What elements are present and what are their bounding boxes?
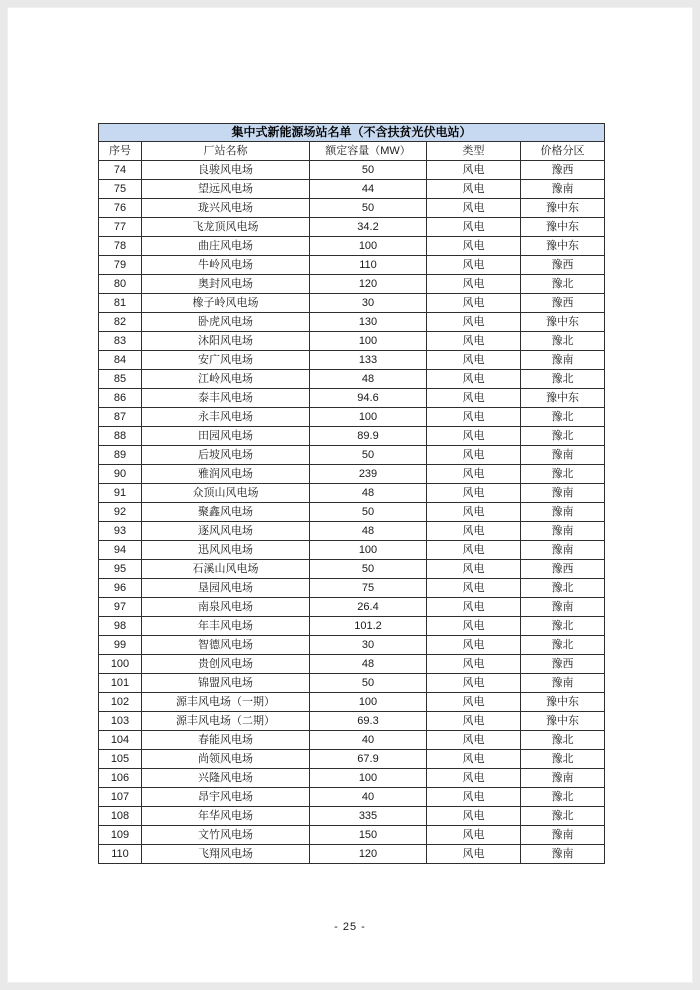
column-header-capacity: 额定容量（MW） — [310, 142, 427, 161]
cell-station-name: 源丰风电场（一期） — [142, 693, 310, 712]
table-body — [99, 161, 605, 864]
cell-price-zone: 豫中东 — [521, 693, 605, 712]
table-row — [99, 769, 605, 788]
table-row — [99, 237, 605, 256]
column-header-index: 序号 — [99, 142, 142, 161]
cell-capacity: 40 — [310, 788, 427, 807]
cell-index: 92 — [99, 503, 142, 522]
column-header-type: 类型 — [427, 142, 521, 161]
cell-index: 78 — [99, 237, 142, 256]
cell-capacity: 130 — [310, 313, 427, 332]
table-row — [99, 351, 605, 370]
cell-capacity: 69.3 — [310, 712, 427, 731]
cell-price-zone: 豫南 — [521, 674, 605, 693]
table-row — [99, 218, 605, 237]
cell-station-name: 泰丰风电场 — [142, 389, 310, 408]
table-header-row — [99, 142, 605, 161]
cell-station-name: 飞翔风电场 — [142, 845, 310, 864]
page-number: - 25 - — [334, 921, 366, 933]
cell-index: 107 — [99, 788, 142, 807]
table-row — [99, 256, 605, 275]
table-title-row — [99, 124, 605, 142]
table-row — [99, 731, 605, 750]
cell-station-name: 垦园风电场 — [142, 579, 310, 598]
table-row — [99, 389, 605, 408]
cell-type: 风电 — [427, 522, 521, 541]
cell-station-name: 曲庄风电场 — [142, 237, 310, 256]
table-row — [99, 427, 605, 446]
cell-capacity: 100 — [310, 541, 427, 560]
cell-index: 101 — [99, 674, 142, 693]
cell-price-zone: 豫南 — [521, 351, 605, 370]
cell-station-name: 安广风电场 — [142, 351, 310, 370]
cell-index: 94 — [99, 541, 142, 560]
cell-capacity: 48 — [310, 370, 427, 389]
table-row — [99, 826, 605, 845]
cell-station-name: 永丰风电场 — [142, 408, 310, 427]
cell-capacity: 40 — [310, 731, 427, 750]
cell-index: 99 — [99, 636, 142, 655]
table-row — [99, 845, 605, 864]
cell-station-name: 迅风风电场 — [142, 541, 310, 560]
cell-station-name: 年华风电场 — [142, 807, 310, 826]
table-row — [99, 655, 605, 674]
cell-capacity: 26.4 — [310, 598, 427, 617]
table-row — [99, 560, 605, 579]
cell-station-name: 奥封风电场 — [142, 275, 310, 294]
cell-capacity: 44 — [310, 180, 427, 199]
cell-station-name: 石溪山风电场 — [142, 560, 310, 579]
cell-capacity: 30 — [310, 294, 427, 313]
cell-price-zone: 豫北 — [521, 636, 605, 655]
cell-index: 106 — [99, 769, 142, 788]
cell-index: 88 — [99, 427, 142, 446]
cell-station-name: 飞龙顶风电场 — [142, 218, 310, 237]
cell-station-name: 江岭风电场 — [142, 370, 310, 389]
cell-capacity: 150 — [310, 826, 427, 845]
table-row — [99, 522, 605, 541]
cell-price-zone: 豫南 — [521, 484, 605, 503]
cell-index: 93 — [99, 522, 142, 541]
cell-capacity: 101.2 — [310, 617, 427, 636]
cell-price-zone: 豫北 — [521, 275, 605, 294]
cell-type: 风电 — [427, 769, 521, 788]
cell-capacity: 100 — [310, 693, 427, 712]
cell-type: 风电 — [427, 826, 521, 845]
cell-capacity: 239 — [310, 465, 427, 484]
table-row — [99, 541, 605, 560]
table-row — [99, 674, 605, 693]
cell-price-zone: 豫北 — [521, 370, 605, 389]
cell-capacity: 50 — [310, 560, 427, 579]
table-title: 集中式新能源场站名单（不含扶贫光伏电站） — [99, 124, 605, 142]
cell-station-name: 南泉风电场 — [142, 598, 310, 617]
cell-type: 风电 — [427, 161, 521, 180]
document-page — [7, 7, 693, 983]
cell-type: 风电 — [427, 731, 521, 750]
cell-type: 风电 — [427, 180, 521, 199]
cell-type: 风电 — [427, 541, 521, 560]
cell-price-zone: 豫西 — [521, 294, 605, 313]
cell-price-zone: 豫南 — [521, 826, 605, 845]
cell-station-name: 后坡风电场 — [142, 446, 310, 465]
cell-index: 86 — [99, 389, 142, 408]
table-row — [99, 180, 605, 199]
cell-index: 104 — [99, 731, 142, 750]
cell-price-zone: 豫北 — [521, 332, 605, 351]
table-row — [99, 750, 605, 769]
cell-index: 75 — [99, 180, 142, 199]
cell-index: 89 — [99, 446, 142, 465]
cell-price-zone: 豫北 — [521, 788, 605, 807]
cell-type: 风电 — [427, 332, 521, 351]
cell-index: 83 — [99, 332, 142, 351]
cell-capacity: 89.9 — [310, 427, 427, 446]
cell-index: 77 — [99, 218, 142, 237]
table-row — [99, 446, 605, 465]
cell-price-zone: 豫西 — [521, 256, 605, 275]
cell-type: 风电 — [427, 674, 521, 693]
cell-capacity: 75 — [310, 579, 427, 598]
cell-type: 风电 — [427, 655, 521, 674]
cell-type: 风电 — [427, 351, 521, 370]
cell-capacity: 50 — [310, 446, 427, 465]
cell-index: 102 — [99, 693, 142, 712]
cell-station-name: 众顶山风电场 — [142, 484, 310, 503]
cell-price-zone: 豫南 — [521, 522, 605, 541]
cell-index: 90 — [99, 465, 142, 484]
cell-type: 风电 — [427, 807, 521, 826]
table-row — [99, 465, 605, 484]
cell-index: 110 — [99, 845, 142, 864]
cell-type: 风电 — [427, 712, 521, 731]
cell-capacity: 34.2 — [310, 218, 427, 237]
cell-price-zone: 豫北 — [521, 750, 605, 769]
cell-station-name: 昂宇风电场 — [142, 788, 310, 807]
cell-capacity: 94.6 — [310, 389, 427, 408]
cell-price-zone: 豫西 — [521, 655, 605, 674]
cell-price-zone: 豫北 — [521, 427, 605, 446]
cell-index: 109 — [99, 826, 142, 845]
cell-price-zone: 豫北 — [521, 617, 605, 636]
cell-station-name: 聚鑫风电场 — [142, 503, 310, 522]
cell-station-name: 兴隆风电场 — [142, 769, 310, 788]
cell-type: 风电 — [427, 218, 521, 237]
cell-price-zone: 豫中东 — [521, 237, 605, 256]
cell-capacity: 48 — [310, 522, 427, 541]
cell-price-zone: 豫北 — [521, 408, 605, 427]
cell-type: 风电 — [427, 389, 521, 408]
cell-station-name: 望远风电场 — [142, 180, 310, 199]
cell-station-name: 尚领风电场 — [142, 750, 310, 769]
table-row — [99, 294, 605, 313]
cell-type: 风电 — [427, 845, 521, 864]
cell-index: 97 — [99, 598, 142, 617]
cell-type: 风电 — [427, 237, 521, 256]
cell-type: 风电 — [427, 788, 521, 807]
cell-capacity: 50 — [310, 161, 427, 180]
cell-price-zone: 豫北 — [521, 731, 605, 750]
cell-type: 风电 — [427, 313, 521, 332]
cell-type: 风电 — [427, 560, 521, 579]
cell-capacity: 120 — [310, 275, 427, 294]
cell-index: 87 — [99, 408, 142, 427]
cell-capacity: 120 — [310, 845, 427, 864]
table-row — [99, 313, 605, 332]
cell-station-name: 雅润风电场 — [142, 465, 310, 484]
cell-station-name: 牛岭风电场 — [142, 256, 310, 275]
cell-type: 风电 — [427, 370, 521, 389]
cell-index: 84 — [99, 351, 142, 370]
cell-capacity: 48 — [310, 484, 427, 503]
cell-station-name: 橡子岭风电场 — [142, 294, 310, 313]
cell-index: 103 — [99, 712, 142, 731]
cell-index: 96 — [99, 579, 142, 598]
cell-price-zone: 豫南 — [521, 180, 605, 199]
cell-type: 风电 — [427, 750, 521, 769]
cell-capacity: 110 — [310, 256, 427, 275]
cell-capacity: 100 — [310, 237, 427, 256]
cell-price-zone: 豫北 — [521, 465, 605, 484]
cell-type: 风电 — [427, 484, 521, 503]
table-row — [99, 693, 605, 712]
cell-price-zone: 豫北 — [521, 807, 605, 826]
cell-capacity: 50 — [310, 503, 427, 522]
cell-station-name: 智德风电场 — [142, 636, 310, 655]
cell-type: 风电 — [427, 598, 521, 617]
cell-price-zone: 豫南 — [521, 503, 605, 522]
cell-capacity: 133 — [310, 351, 427, 370]
cell-type: 风电 — [427, 503, 521, 522]
cell-station-name: 珑兴风电场 — [142, 199, 310, 218]
cell-price-zone: 豫南 — [521, 598, 605, 617]
cell-capacity: 50 — [310, 674, 427, 693]
cell-index: 80 — [99, 275, 142, 294]
cell-capacity: 335 — [310, 807, 427, 826]
cell-capacity: 100 — [310, 769, 427, 788]
cell-station-name: 良骏风电场 — [142, 161, 310, 180]
cell-price-zone: 豫南 — [521, 769, 605, 788]
table-row — [99, 408, 605, 427]
cell-capacity: 30 — [310, 636, 427, 655]
cell-type: 风电 — [427, 199, 521, 218]
column-header-station: 厂站名称 — [142, 142, 310, 161]
cell-capacity: 100 — [310, 408, 427, 427]
table-row — [99, 332, 605, 351]
cell-type: 风电 — [427, 294, 521, 313]
cell-capacity: 67.9 — [310, 750, 427, 769]
cell-type: 风电 — [427, 465, 521, 484]
table-row — [99, 370, 605, 389]
cell-price-zone: 豫南 — [521, 845, 605, 864]
cell-capacity: 100 — [310, 332, 427, 351]
cell-type: 风电 — [427, 446, 521, 465]
cell-type: 风电 — [427, 408, 521, 427]
cell-index: 85 — [99, 370, 142, 389]
table-row — [99, 161, 605, 180]
cell-station-name: 田园风电场 — [142, 427, 310, 446]
cell-type: 风电 — [427, 256, 521, 275]
cell-price-zone: 豫西 — [521, 161, 605, 180]
cell-price-zone: 豫中东 — [521, 389, 605, 408]
table-row — [99, 598, 605, 617]
column-header-zone: 价格分区 — [521, 142, 605, 161]
table-row — [99, 503, 605, 522]
cell-index: 74 — [99, 161, 142, 180]
cell-index: 91 — [99, 484, 142, 503]
cell-type: 风电 — [427, 579, 521, 598]
table-row — [99, 275, 605, 294]
station-table-wrap — [98, 123, 605, 864]
table-row — [99, 788, 605, 807]
table-row — [99, 484, 605, 503]
cell-capacity: 48 — [310, 655, 427, 674]
cell-station-name: 逐风风电场 — [142, 522, 310, 541]
cell-price-zone: 豫中东 — [521, 199, 605, 218]
cell-price-zone: 豫西 — [521, 560, 605, 579]
cell-station-name: 年丰风电场 — [142, 617, 310, 636]
cell-station-name: 文竹风电场 — [142, 826, 310, 845]
cell-type: 风电 — [427, 275, 521, 294]
cell-type: 风电 — [427, 693, 521, 712]
cell-station-name: 沐阳风电场 — [142, 332, 310, 351]
cell-type: 风电 — [427, 636, 521, 655]
cell-index: 82 — [99, 313, 142, 332]
cell-index: 100 — [99, 655, 142, 674]
table-row — [99, 636, 605, 655]
cell-station-name: 卧虎风电场 — [142, 313, 310, 332]
cell-price-zone: 豫中东 — [521, 712, 605, 731]
cell-index: 108 — [99, 807, 142, 826]
cell-price-zone: 豫中东 — [521, 218, 605, 237]
table-row — [99, 807, 605, 826]
station-table — [98, 123, 605, 864]
cell-index: 98 — [99, 617, 142, 636]
cell-station-name: 源丰风电场（二期） — [142, 712, 310, 731]
cell-price-zone: 豫中东 — [521, 313, 605, 332]
table-row — [99, 579, 605, 598]
cell-index: 76 — [99, 199, 142, 218]
cell-type: 风电 — [427, 617, 521, 636]
table-row — [99, 712, 605, 731]
cell-station-name: 贵创风电场 — [142, 655, 310, 674]
cell-price-zone: 豫北 — [521, 579, 605, 598]
cell-station-name: 春能风电场 — [142, 731, 310, 750]
cell-price-zone: 豫南 — [521, 541, 605, 560]
cell-type: 风电 — [427, 427, 521, 446]
cell-price-zone: 豫南 — [521, 446, 605, 465]
cell-index: 79 — [99, 256, 142, 275]
cell-index: 105 — [99, 750, 142, 769]
cell-index: 81 — [99, 294, 142, 313]
cell-capacity: 50 — [310, 199, 427, 218]
table-row — [99, 199, 605, 218]
cell-index: 95 — [99, 560, 142, 579]
table-row — [99, 617, 605, 636]
cell-station-name: 锦盟风电场 — [142, 674, 310, 693]
